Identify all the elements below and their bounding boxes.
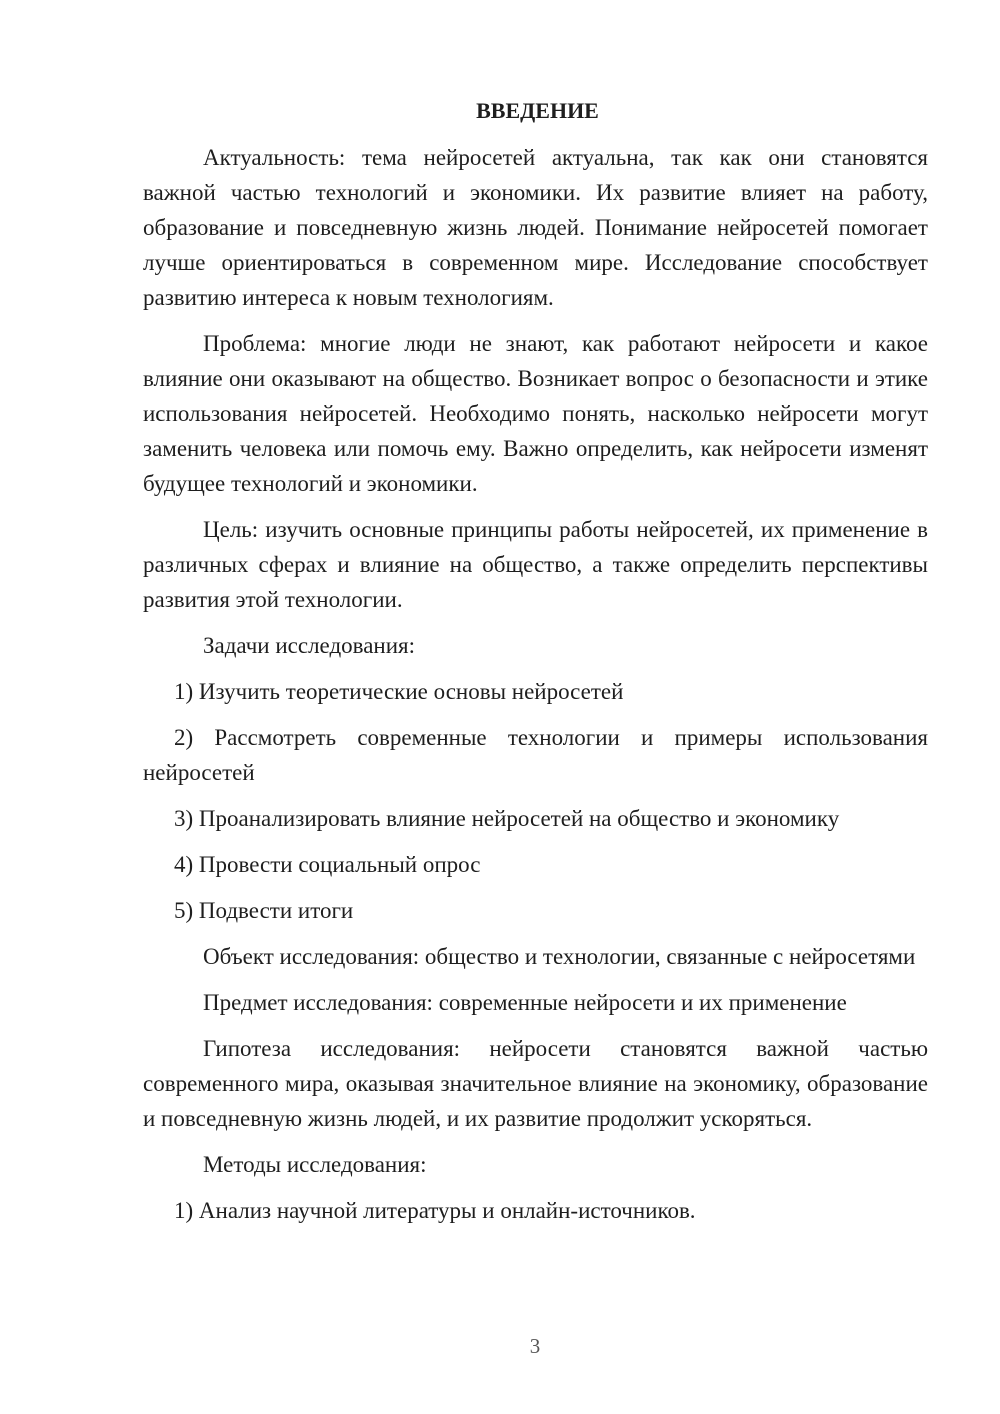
goal-paragraph: Цель: изучить основные принципы работы нейросетей, их применение в различных сферах и влияние на общество, а также определить перспективы развития этой технологии. <box>143 517 928 612</box>
method-item: 1) Анализ научной литературы и онлайн-источников. <box>174 1198 696 1223</box>
task-item: 2) Рассмотреть современные технологии и примеры использования нейросетей <box>143 725 928 785</box>
hypothesis-paragraph: Гипотеза исследования: нейросети становятся важной частью современного мира, оказывая значительное влияние на экономику, образование и повседневную жизнь людей, и их развитие продолжит ускоряться. <box>143 1036 928 1131</box>
task-item: 1) Изучить теоретические основы нейросетей <box>174 679 624 704</box>
problem-paragraph: Проблема: многие люди не знают, как работают нейросети и какое влияние они оказывают на общество. Возникает вопрос о безопасности и этике использования нейросетей. Необходимо понять, насколько нейросети могут заменить человека или помочь ему. Важно определить, как нейросети изменят будущее технологий и экономики. <box>143 331 928 496</box>
methods-heading: Методы исследования: <box>203 1152 427 1177</box>
page-content <box>143 96 928 1239</box>
object-paragraph: Объект исследования: общество и технологии, связанные с нейросетями <box>203 944 916 969</box>
subject-paragraph: Предмет исследования: современные нейросети и их применение <box>203 990 847 1015</box>
section-title: ВВЕДЕНИЕ <box>476 98 599 123</box>
relevance-paragraph: Актуальность: тема нейросетей актуальна, так как они становятся важной частью технологий и экономики. Их развитие влияет на работу, образование и повседневную жизнь людей. Понимание нейросетей помогает лучше ориентироваться в современном мире. Исследование способствует развитию интереса к новым технологиям. <box>143 145 928 310</box>
task-item: 5) Подвести итоги <box>174 898 354 923</box>
task-item: 3) Проанализировать влияние нейросетей на общество и экономику <box>174 806 840 831</box>
tasks-heading: Задачи исследования: <box>203 633 416 658</box>
task-item: 4) Провести социальный опрос <box>174 852 481 877</box>
page-number: 3 <box>529 1334 541 1358</box>
